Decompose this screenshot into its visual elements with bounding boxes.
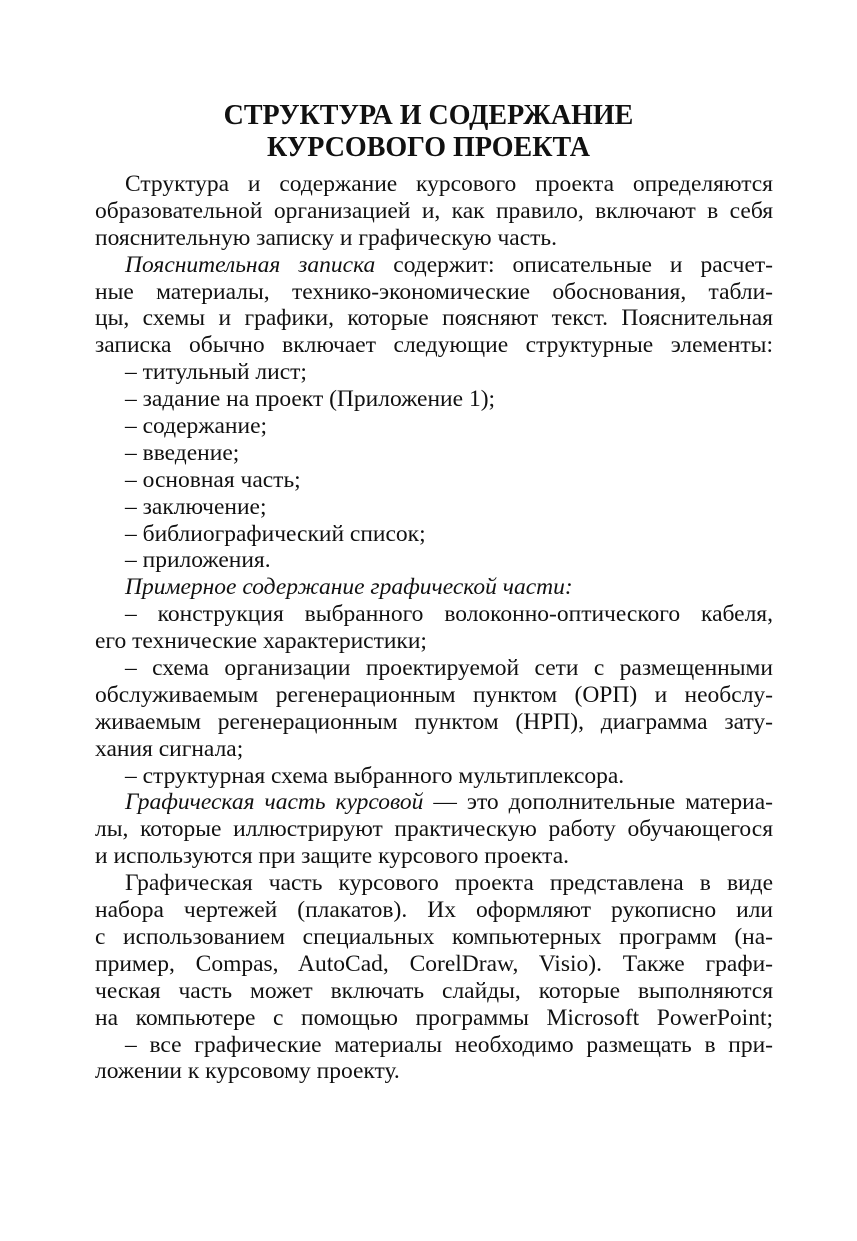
text-line [95,816,773,843]
text-line [95,467,773,494]
line-text: – введение; [125,439,240,466]
line-text: – задание на проект (Приложение 1); [125,386,496,413]
text-line [95,198,773,225]
text-line [95,951,773,978]
text-line [95,521,773,548]
line-text: Структура и содержание курсового проекта определяются [125,171,773,197]
text-line [95,413,773,440]
line-text: пояснительную записку и графическую часть. [95,224,558,251]
text-line [95,655,773,682]
line-text: – конструкция выбранного волоконно-оптического кабеля, [125,601,773,628]
text-line [95,628,773,655]
line-text: – содержание; [125,413,268,440]
title-line: СТРУКТУРА И СОДЕРЖАНИЕ [223,100,634,131]
italic-term: Примерное содержание графической части: [125,574,573,601]
line-text: с использованием специальных компьютерных программ (на- [95,923,773,950]
text-line [95,924,773,951]
text-line [95,332,773,359]
text-line [95,763,773,790]
text-line [95,870,773,897]
text-line [95,897,773,924]
text-line [95,978,773,1005]
text-line [95,736,773,763]
line-text: – все графические материалы необходимо размещать в при- [125,1031,773,1058]
text-line [95,359,773,386]
text-line [95,1005,773,1032]
line-text: — это дополнительные материа- [423,789,773,816]
text-line [95,682,773,709]
line-text: Графическая часть курсового проекта представлена в виде [125,870,773,897]
text-line [95,494,773,521]
line-text: записка обычно включает следующие структурные элементы: [95,332,773,359]
title-line: КУРСОВОГО ПРОЕКТА [266,132,591,163]
italic-term: Графическая часть курсовой [125,789,424,816]
text-line [95,225,773,252]
line-text: – библиографический список; [125,520,426,547]
text-line [95,252,773,279]
text-line [95,171,773,198]
text-line [95,1032,773,1059]
line-text: набора чертежей (плакатов). Их оформляют рукописно или [95,897,773,924]
line-text: содержит: описательные и расчет- [375,251,773,278]
line-text: – структурная схема выбранного мультиплексора. [125,762,625,789]
line-text: – основная часть; [125,466,301,493]
line-text: – заключение; [125,493,267,520]
line-text: пример, Compas, AutoCad, CorelDraw, Visio). Также графи- [95,950,773,977]
text-line [95,440,773,467]
line-text: ложении к курсовому проекту. [95,1058,400,1085]
line-text: ные материалы, технико-экономические обоснования, табли- [95,278,773,305]
line-text: образовательной организацией и, как правило, включают в себя [95,197,773,224]
line-text: цы, схемы и графики, которые поясняют текст. Пояснительная [95,305,773,332]
italic-term: Пояснительная записка [125,251,376,278]
line-text: обслуживаемым регенерационным пунктом (ОРП) и необслу- [95,681,773,708]
text-line [95,709,773,736]
line-text: и используются при защите курсового проекта. [95,843,570,870]
line-text: – схема организации проектируемой сети с размещенными [125,655,773,682]
text-line [95,386,773,413]
text-line [95,279,773,306]
line-text: – титульный лист; [125,359,307,386]
body-text [95,171,773,1085]
text-line [95,1058,773,1085]
line-text: живаемым регенерационным пунктом (НРП), диаграмма зату- [95,708,773,735]
text-line [95,789,773,816]
line-text: на компьютере с помощью программы Microsoft PowerPoint; [95,1004,773,1031]
line-text: его технические характеристики; [95,628,427,655]
line-text: ческая часть может включать слайды, которые выполняются [95,977,773,1004]
text-line [95,305,773,332]
text-line [95,601,773,628]
line-text: хания сигнала; [95,735,244,762]
line-text: – приложения. [125,547,271,574]
line-text: лы, которые иллюстрируют практическую работу обучающегося [95,816,773,843]
page-title [0,100,857,164]
text-line [95,843,773,870]
text-line [95,574,773,601]
text-line [95,547,773,574]
